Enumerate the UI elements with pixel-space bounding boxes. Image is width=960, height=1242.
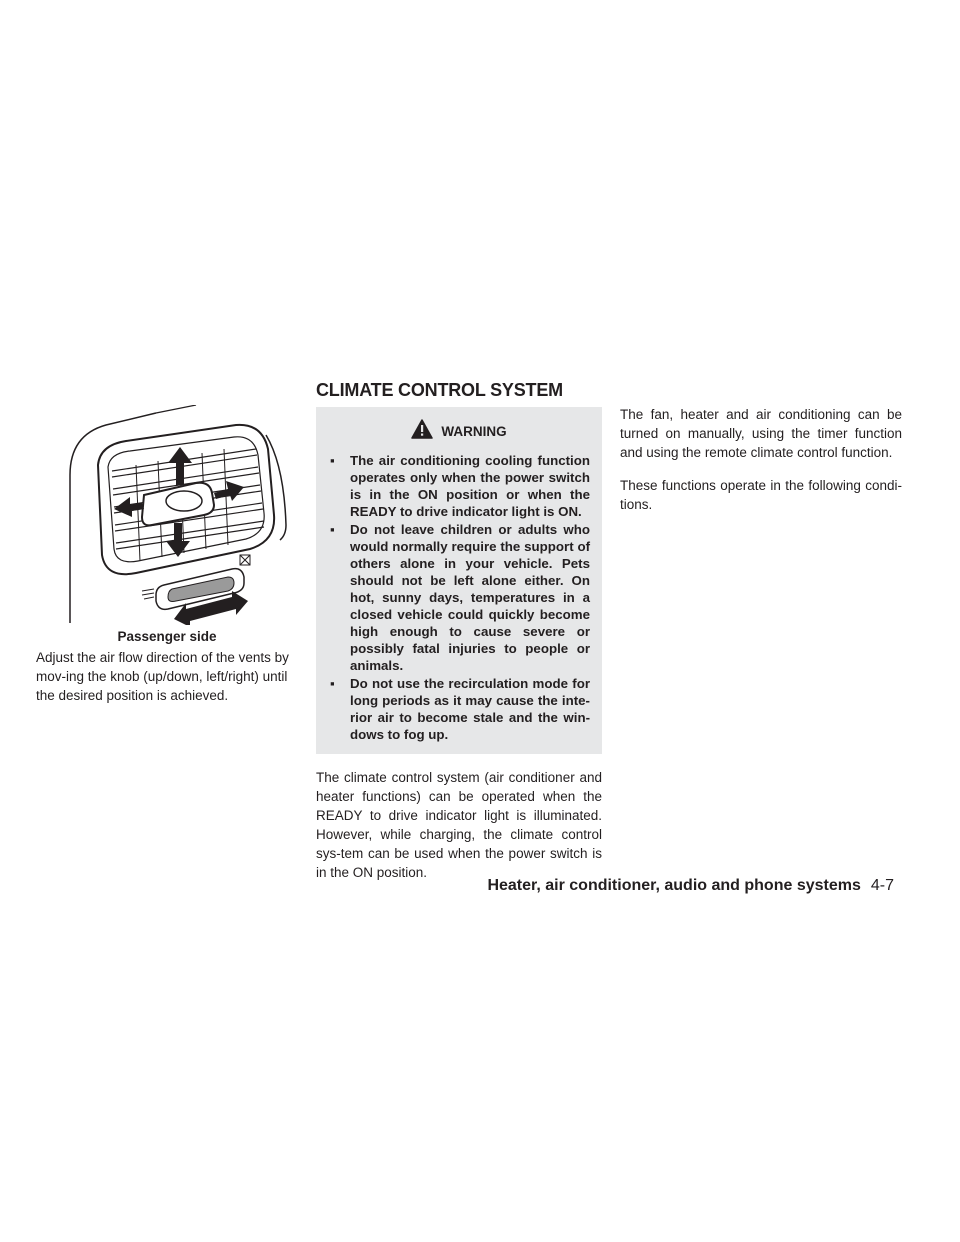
warning-item: ▪ Do not use the recirculation mode for long periods as it may cause the inte-rior air to become stale and the win-dows to fog up.: [330, 676, 590, 742]
right-column: [620, 405, 902, 528]
middle-column: [316, 380, 602, 896]
warning-item: ▪ The air conditioning cooling function operates only when the power switch is in the ON position or when the READY to drive indicator light is ON.: [330, 453, 590, 519]
right-paragraph-2: These functions operate in the following condi-tions.: [620, 478, 902, 512]
warning-item: ▪ Do not leave children or adults who would normally require the support of others alone in your vehicle. Pets should not be left alone either. On hot, sunny days, temperatures in a closed vehicle could quickly become high enough to cause severe or possibly fatal injuries to people or animals.: [330, 522, 590, 673]
right-paragraph-1: The fan, heater and air conditioning can be turned on manually, using the timer function and using the remote climate control function.: [620, 407, 902, 460]
air-vent-figure: [36, 405, 298, 625]
page-number: 4-7: [870, 877, 894, 894]
vent-adjust-paragraph: Adjust the air flow direction of the vents by mov-ing the knob (up/down, left/right) until the desired position is achieved.: [36, 650, 289, 703]
warning-header: [328, 419, 590, 444]
page-footer: [487, 877, 894, 895]
figure-caption: Passenger side: [117, 629, 217, 644]
warning-title: WARNING: [441, 424, 507, 439]
footer-section-name: Heater, air conditioner, audio and phone systems: [487, 877, 861, 894]
climate-control-paragraph: The climate control system (air conditioner and heater functions) can be operated when the READY to drive indicator light is illuminated. However, while charging, the climate control sys-tem can be used when the power switch is in the ON position.: [316, 770, 602, 880]
air-vent-illustration: [36, 405, 298, 625]
section-title: CLIMATE CONTROL SYSTEM: [316, 380, 563, 400]
warning-box: [316, 407, 602, 754]
left-column: [36, 405, 298, 719]
warning-triangle-icon: [411, 419, 433, 444]
warning-list: [328, 452, 590, 743]
